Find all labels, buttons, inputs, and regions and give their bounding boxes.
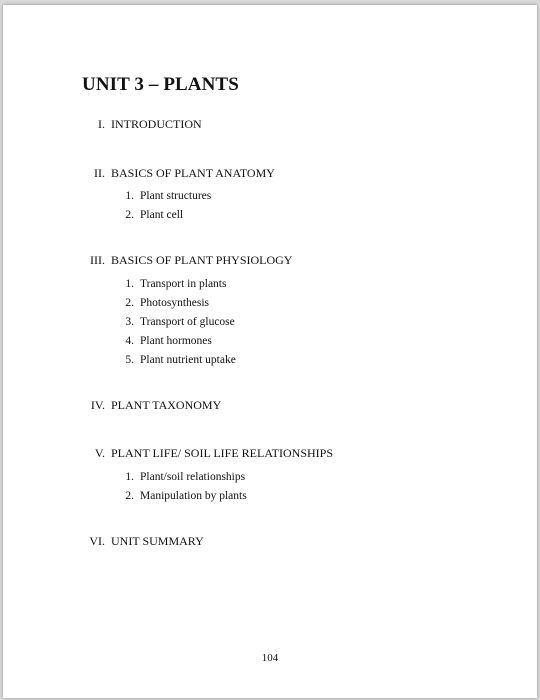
item-number: 4. (125, 335, 134, 347)
item-number: 1. (125, 471, 134, 483)
section-plant-anatomy (75, 166, 275, 181)
document-page (3, 5, 537, 698)
list-item (120, 335, 212, 347)
section-number: VI. (89, 534, 105, 548)
item-number: 2. (125, 297, 134, 309)
list-item (120, 190, 211, 202)
item-number: 2. (125, 209, 134, 221)
item-label: Plant nutrient uptake (140, 354, 236, 366)
section-plant-soil-relationships (75, 446, 333, 461)
section-unit-summary (75, 534, 204, 549)
section-number: II. (94, 166, 105, 180)
list-item (120, 297, 209, 309)
section-label: UNIT SUMMARY (111, 534, 204, 548)
section-label: BASICS OF PLANT ANATOMY (111, 166, 275, 180)
item-label: Manipulation by plants (140, 490, 247, 502)
section-label: INTRODUCTION (111, 117, 202, 131)
section-number: I. (98, 117, 105, 131)
section-introduction (75, 117, 202, 132)
item-number: 1. (125, 278, 134, 290)
section-label: BASICS OF PLANT PHYSIOLOGY (111, 253, 293, 267)
section-label: PLANT LIFE/ SOIL LIFE RELATIONSHIPS (111, 446, 334, 460)
item-label: Plant structures (140, 190, 212, 202)
section-number: IV. (90, 398, 105, 412)
item-label: Plant hormones (140, 335, 212, 347)
item-number: 3. (125, 316, 134, 328)
list-item (120, 316, 235, 328)
list-item (120, 490, 247, 502)
item-number: 5. (125, 354, 134, 366)
list-item (120, 354, 236, 366)
section-plant-physiology (75, 253, 292, 268)
unit-title: UNIT 3 – PLANTS (82, 74, 239, 95)
list-item (120, 471, 245, 483)
item-label: Transport of glucose (140, 316, 235, 328)
item-number: 1. (125, 190, 134, 202)
item-label: Plant/soil relationships (140, 471, 246, 483)
item-number: 2. (125, 490, 134, 502)
list-item (120, 278, 226, 290)
list-item (120, 209, 183, 221)
item-label: Transport in plants (140, 278, 227, 290)
item-label: Plant cell (140, 209, 184, 221)
section-number: III. (90, 253, 105, 267)
item-label: Photosynthesis (140, 297, 210, 309)
section-plant-taxonomy (75, 398, 221, 413)
section-label: PLANT TAXONOMY (111, 398, 222, 412)
section-number: V. (94, 446, 105, 460)
page-number: 104 (261, 652, 279, 664)
